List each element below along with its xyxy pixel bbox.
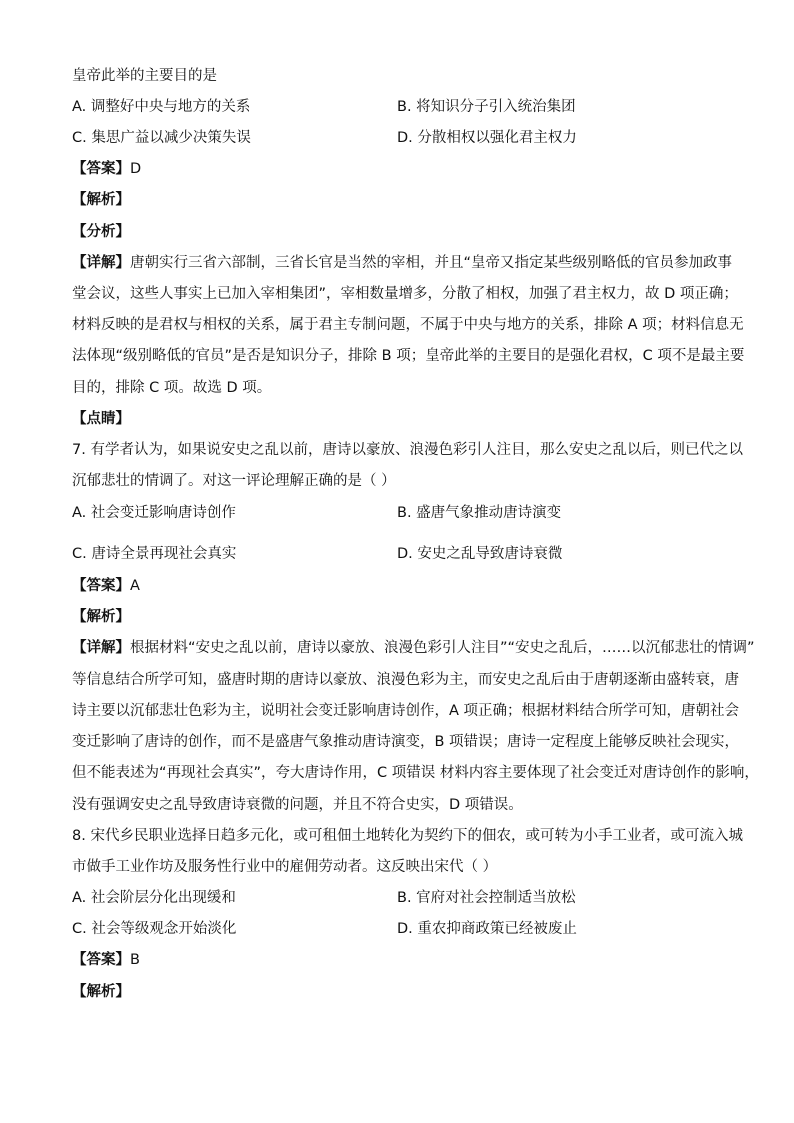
- q7-detail-text-1: 根据材料“安史之乱以前，唐诗以豪放、浪漫色彩引人注目”“安史之乱后，……以沉郁悲壮的情调”: [130, 640, 755, 656]
- q7-stem-line-1: 7. 有学者认为，如果说安史之乱以前，唐诗以豪放、浪漫色彩引人注目，那么安史之乱以后，则已代之以: [72, 442, 743, 458]
- q7-option-b: B. 盛唐气象推动唐诗演变: [397, 505, 562, 521]
- q7-answer: [72, 576, 140, 596]
- q7-detail-line-1: [72, 638, 755, 658]
- q6-detail-tag: 【详解】: [72, 255, 130, 271]
- q6-detail-line-4: 法体现“级别略低的官员”是否是知识分子，排除 B 项；皇帝此举的主要目的是强化君权，C 项不是最主要: [72, 348, 745, 364]
- q7-detail-line-3: 诗主要以沉郁悲壮色彩为主，说明社会变迁影响唐诗创作，A 项正确；根据材料结合所学可知，唐朝社会: [72, 703, 740, 719]
- q7-detail-tag: 【详解】: [72, 640, 130, 656]
- q6-detail-text-1: 唐朝实行三省六部制，三省长官是当然的宰相，并且“皇帝又指定某些级别略低的官员参加政事: [130, 255, 733, 271]
- q8-stem-line-1: 8. 宋代乡民职业选择日趋多元化，或可租佃土地转化为契约下的佃农，或可转为小手工业者，或可流入城: [72, 828, 743, 844]
- q7-detail-line-6: 没有强调安史之乱导致唐诗衰微的问题，并且不符合史实，D 项错误。: [72, 797, 523, 813]
- q6-option-d: D. 分散相权以强化君主权力: [397, 130, 577, 146]
- q7-answer-value: A: [130, 578, 140, 594]
- q8-answer-tag: 【答案】: [72, 952, 130, 968]
- q8-answer: [72, 950, 140, 970]
- q6-detail-line-2: 堂会议，这些人事实上已加入宰相集团”，宰相数量增多，分散了相权，加强了君主权力，故 D 项正确；: [72, 286, 738, 302]
- q8-option-a: A. 社会阶层分化出现缓和: [72, 890, 236, 906]
- q6-fenxi-tag: 【分析】: [72, 224, 130, 240]
- q6-detail-line-3: 材料反映的是君权与相权的关系，属于君主专制问题，不属于中央与地方的关系，排除 A 项；材料信息无: [72, 317, 744, 333]
- q7-stem-line-2: 沉郁悲壮的情调了。对这一评论理解正确的是（ ）: [72, 473, 396, 489]
- q7-option-d: D. 安史之乱导致唐诗衰微: [397, 546, 563, 562]
- q8-answer-value: B: [130, 952, 140, 968]
- q6-dianjing-tag: 【点睛】: [72, 411, 130, 427]
- q7-answer-tag: 【答案】: [72, 578, 130, 594]
- q6-option-b: B. 将知识分子引入统治集团: [397, 99, 576, 115]
- q7-analysis-tag: 【解析】: [72, 609, 130, 625]
- q8-analysis-tag: 【解析】: [72, 984, 130, 1000]
- q6-detail-line-5: 目的，排除 C 项。故选 D 项。: [72, 380, 272, 396]
- q8-stem-line-2: 市做手工业作坊及服务性行业中的雇佣劳动者。这反映出宋代（ ）: [72, 859, 498, 875]
- q6-answer: [72, 159, 141, 179]
- q6-detail-line-1: [72, 253, 733, 273]
- q8-option-c: C. 社会等级观念开始淡化: [72, 921, 237, 937]
- q6-analysis-tag: 【解析】: [72, 192, 130, 208]
- q7-detail-line-2: 等信息结合所学可知，盛唐时期的唐诗以豪放、浪漫色彩为主，而安史之乱后由于唐朝逐渐由盛转衰，唐: [72, 672, 739, 688]
- q7-detail-line-5: 但不能表述为“再现社会真实”，夸大唐诗作用，C 项错误 材料内容主要体现了社会变迁对唐诗创作的影响，: [72, 765, 759, 781]
- q7-option-a: A. 社会变迁影响唐诗创作: [72, 505, 236, 521]
- q8-option-d: D. 重农抑商政策已经被废止: [397, 921, 577, 937]
- q6-stem-tail: 皇帝此举的主要目的是: [72, 68, 217, 84]
- q6-option-c: C. 集思广益以减少决策失误: [72, 130, 251, 146]
- q6-answer-tag: 【答案】: [72, 161, 130, 177]
- q8-option-b: B. 官府对社会控制适当放松: [397, 890, 576, 906]
- q6-option-a: A. 调整好中央与地方的关系: [72, 99, 251, 115]
- q7-detail-line-4: 变迁影响了唐诗的创作，而不是盛唐气象推动唐诗演变，B 项错误；唐诗一定程度上能够反映社会现实，: [72, 734, 740, 750]
- q7-option-c: C. 唐诗全景再现社会真实: [72, 546, 237, 562]
- q6-answer-value: D: [130, 161, 142, 177]
